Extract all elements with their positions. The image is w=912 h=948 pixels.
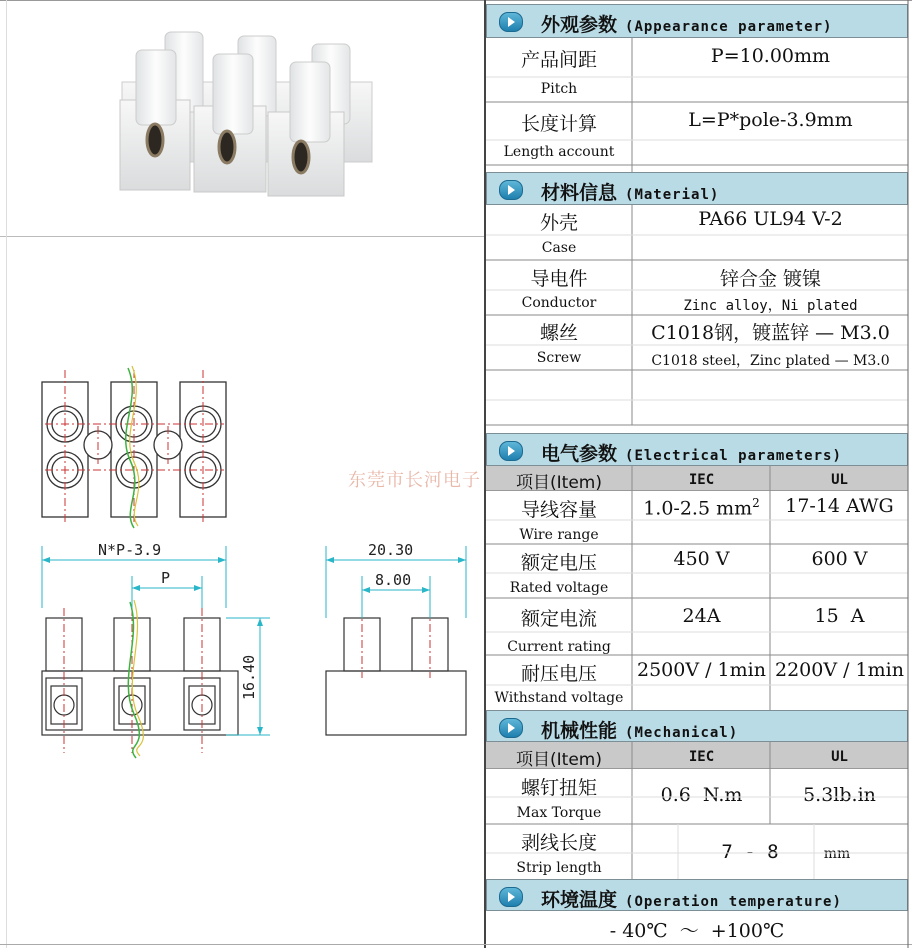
arrow-icon	[499, 718, 523, 738]
horizontal-divider	[0, 236, 484, 237]
current-rating-iec: 24A	[682, 605, 721, 627]
screw-label-zh: 螺丝	[539, 322, 578, 344]
mechanical-header-iec: IEC	[688, 749, 715, 765]
wire-range-iec-sup: 2	[752, 496, 760, 510]
strip-unit: mm	[823, 846, 851, 862]
section-subtitle: (Mechanical)	[625, 725, 739, 741]
current-rating-label-en: Current rating	[507, 639, 611, 655]
section-electrical	[486, 433, 908, 466]
wire-range-iec-value: 1.0-2.5 mm	[643, 497, 753, 520]
torque-label-en: Max Torque	[516, 805, 602, 821]
length-value: L=P*pole-3.9mm	[688, 109, 853, 131]
dim-inner-label: 8.00	[375, 571, 412, 589]
left-edge	[6, 0, 7, 948]
dim-pitch-label: P	[161, 569, 171, 587]
length-label-zh: 长度计算	[520, 113, 597, 135]
arrow-icon	[499, 887, 523, 907]
strip-value: 7 - 8	[721, 841, 779, 863]
case-label-zh: 外壳	[539, 212, 578, 234]
wire-range-label-zh: 导线容量	[520, 499, 597, 521]
section-subtitle: (Operation temperature)	[625, 894, 842, 910]
torque-ul: 5.3lb.in	[803, 784, 876, 806]
dim-total-label: N*P-3.9	[98, 541, 162, 559]
wire-range-ul: 17-14 AWG	[785, 495, 894, 517]
section-title: 外观参数	[541, 14, 618, 36]
rated-voltage-iec: 450 V	[673, 548, 730, 570]
torque-label-zh: 螺钉扭矩	[520, 777, 597, 799]
screw-value-en: C1018 steel，Zinc plated — M3.0	[651, 353, 890, 369]
conductor-value-en: Zinc alloy，Ni plated	[683, 298, 858, 314]
section-title: 环境温度	[541, 889, 618, 911]
section-title: 材料信息	[541, 182, 618, 204]
dim-height-label: 16.40	[240, 654, 258, 700]
page-bottom-border	[0, 944, 912, 945]
pitch-label-en: Pitch	[540, 81, 578, 97]
section-title: 电气参数	[541, 443, 618, 465]
screw-hole-1	[147, 124, 163, 156]
section-title: 机械性能	[541, 720, 618, 742]
withstand-voltage-iec: 2500V / 1min	[637, 659, 766, 681]
screw-value-zh: C1018钢，镀蓝锌 — M3.0	[651, 322, 890, 344]
electrical-header-item: 项目(Item)	[516, 473, 602, 493]
top-view-drawing	[30, 360, 240, 530]
dim-width-label: 20.30	[368, 541, 414, 559]
pitch-value: P=10.00mm	[710, 45, 831, 67]
arrow-icon	[499, 441, 523, 461]
temperature-value: - 40℃ ～ +100℃	[609, 920, 785, 942]
section-appearance	[486, 4, 908, 38]
mechanical-header-ul: UL	[831, 749, 848, 765]
length-label-en: Length account	[503, 144, 615, 160]
conductor-label-zh: 导电件	[530, 268, 588, 290]
screw-hole-2	[219, 131, 235, 163]
conductor-label-en: Conductor	[521, 295, 597, 311]
torque-iec: 0.6 N.m	[660, 784, 743, 806]
current-rating-ul: 15 A	[814, 605, 865, 627]
screw-label-en: Screw	[536, 350, 582, 366]
case-label-en: Case	[541, 240, 577, 256]
strip-label-en: Strip length	[516, 860, 602, 876]
section-temperature	[486, 879, 908, 911]
wire-range-label-en: Wire range	[519, 527, 599, 543]
arrow-icon	[499, 12, 523, 32]
conductor-value-zh: 锌合金 镀镍	[719, 268, 822, 290]
pitch-label-zh: 产品间距	[520, 49, 597, 71]
section-mechanical	[486, 710, 908, 742]
withstand-voltage-label-zh: 耐压电压	[520, 663, 597, 685]
side-view-drawing	[318, 538, 478, 748]
watermark: 东莞市长河电子	[348, 470, 481, 491]
withstand-voltage-label-en: Withstand voltage	[494, 690, 624, 706]
front-view-drawing	[30, 538, 280, 763]
arrow-icon	[499, 180, 523, 200]
current-rating-label-zh: 额定电流	[520, 608, 597, 630]
section-subtitle: (Electrical parameters)	[625, 448, 842, 464]
mechanical-header-item: 项目(Item)	[516, 750, 602, 770]
section-material	[486, 172, 908, 205]
rated-voltage-ul: 600 V	[811, 548, 868, 570]
rated-voltage-label-zh: 额定电压	[520, 552, 597, 574]
product-photo	[100, 20, 390, 210]
wire-range-iec	[633, 496, 770, 519]
case-value: PA66 UL94 V-2	[698, 208, 843, 230]
section-subtitle: (Material)	[625, 187, 720, 203]
rated-voltage-label-en: Rated voltage	[509, 580, 609, 596]
screw-hole-3	[293, 141, 309, 173]
electrical-header-ul: UL	[831, 472, 848, 488]
section-subtitle: (Appearance parameter)	[625, 19, 833, 35]
electrical-header-iec: IEC	[688, 472, 715, 488]
withstand-voltage-ul: 2200V / 1min	[775, 659, 904, 681]
strip-label-zh: 剥线长度	[520, 832, 597, 854]
